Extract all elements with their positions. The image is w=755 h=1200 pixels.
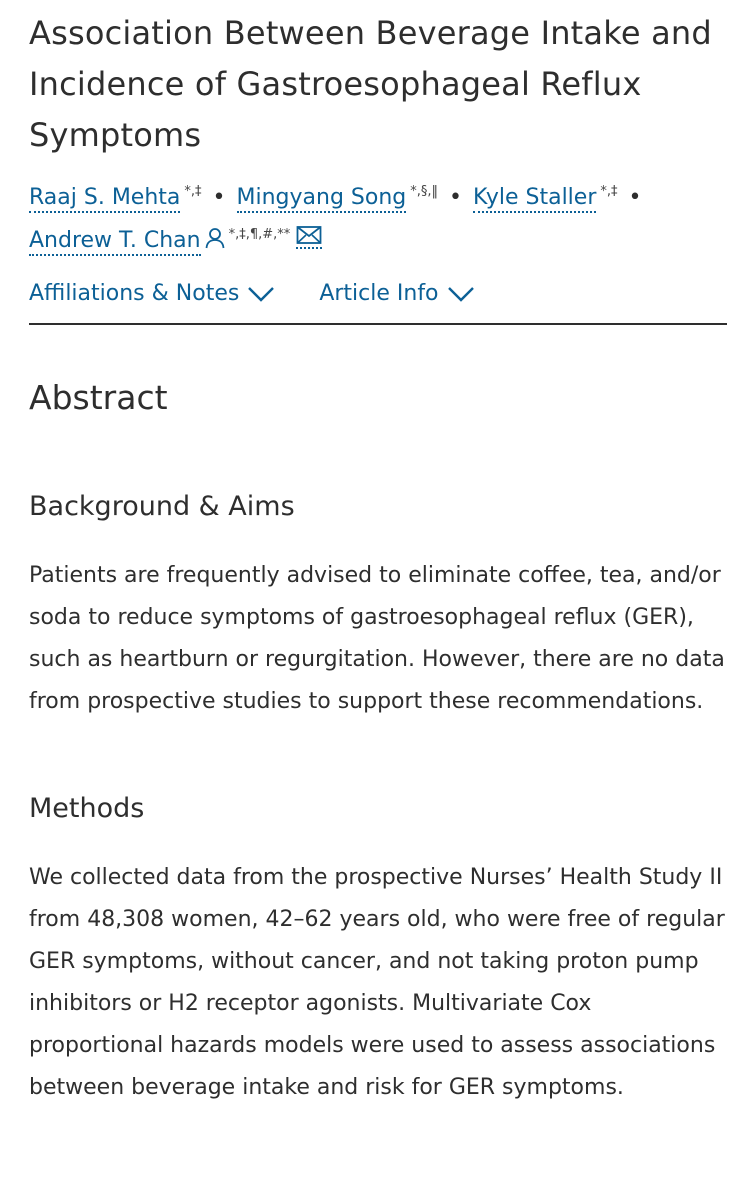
author-list bbox=[29, 173, 727, 259]
author-link-staller[interactable]: Kyle Staller bbox=[473, 185, 596, 213]
methods-text: We collected data from the prospective Nurses’ Health Study II from 48,308 women, 42–62 years old, who were free of regular GER symptoms, without cancer, and not taking proton pump inhibitors or H2 receptor agonists. Multivariate Cox proportional hazards models were used to assess associations between beverage intake and risk for GER symptoms. bbox=[29, 865, 725, 1100]
person-icon bbox=[205, 227, 225, 249]
article-info-label: Article Info bbox=[319, 281, 439, 306]
chevron-down-icon bbox=[247, 285, 275, 303]
author-link-mehta[interactable]: Raaj S. Mehta bbox=[29, 185, 180, 213]
author-4-affiliation-marks: *,‡,¶,#,** bbox=[228, 227, 291, 242]
methods-heading: Methods bbox=[29, 793, 145, 824]
author-2 bbox=[237, 185, 439, 210]
abstract-heading: Abstract bbox=[29, 378, 168, 417]
article-title: Association Between Beverage Intake and Incidence of Gastroesophageal Reflux Symptoms bbox=[29, 14, 712, 154]
article-info-toggle[interactable] bbox=[319, 279, 474, 309]
background-aims-text: Patients are frequently advised to eliminate coffee, tea, and/or soda to reduce symptoms of gastroesophageal reflux (GER), such as heartburn or regurgitation. However, there are no data from prospective studies to support these recommendations. bbox=[29, 563, 725, 714]
article-toggles bbox=[29, 279, 727, 325]
author-separator: • bbox=[212, 185, 226, 210]
chevron-down-icon bbox=[447, 285, 475, 303]
author-2-affiliation-marks: *,§,‖ bbox=[410, 184, 439, 199]
author-link-chan[interactable]: Andrew T. Chan bbox=[29, 228, 201, 256]
author-separator: • bbox=[628, 185, 642, 210]
article-page bbox=[29, 0, 727, 1109]
author-3 bbox=[473, 185, 618, 210]
background-aims-heading: Background & Aims bbox=[29, 491, 295, 522]
author-3-affiliation-marks: *,‡ bbox=[600, 184, 618, 199]
affiliations-notes-label: Affiliations & Notes bbox=[29, 281, 240, 306]
author-1 bbox=[29, 185, 202, 210]
author-4 bbox=[29, 228, 322, 253]
author-link-song[interactable]: Mingyang Song bbox=[237, 185, 407, 213]
envelope-icon[interactable] bbox=[296, 225, 322, 249]
author-1-affiliation-marks: *,‡ bbox=[184, 184, 202, 199]
author-separator: • bbox=[449, 185, 463, 210]
affiliations-notes-toggle[interactable] bbox=[29, 279, 275, 309]
